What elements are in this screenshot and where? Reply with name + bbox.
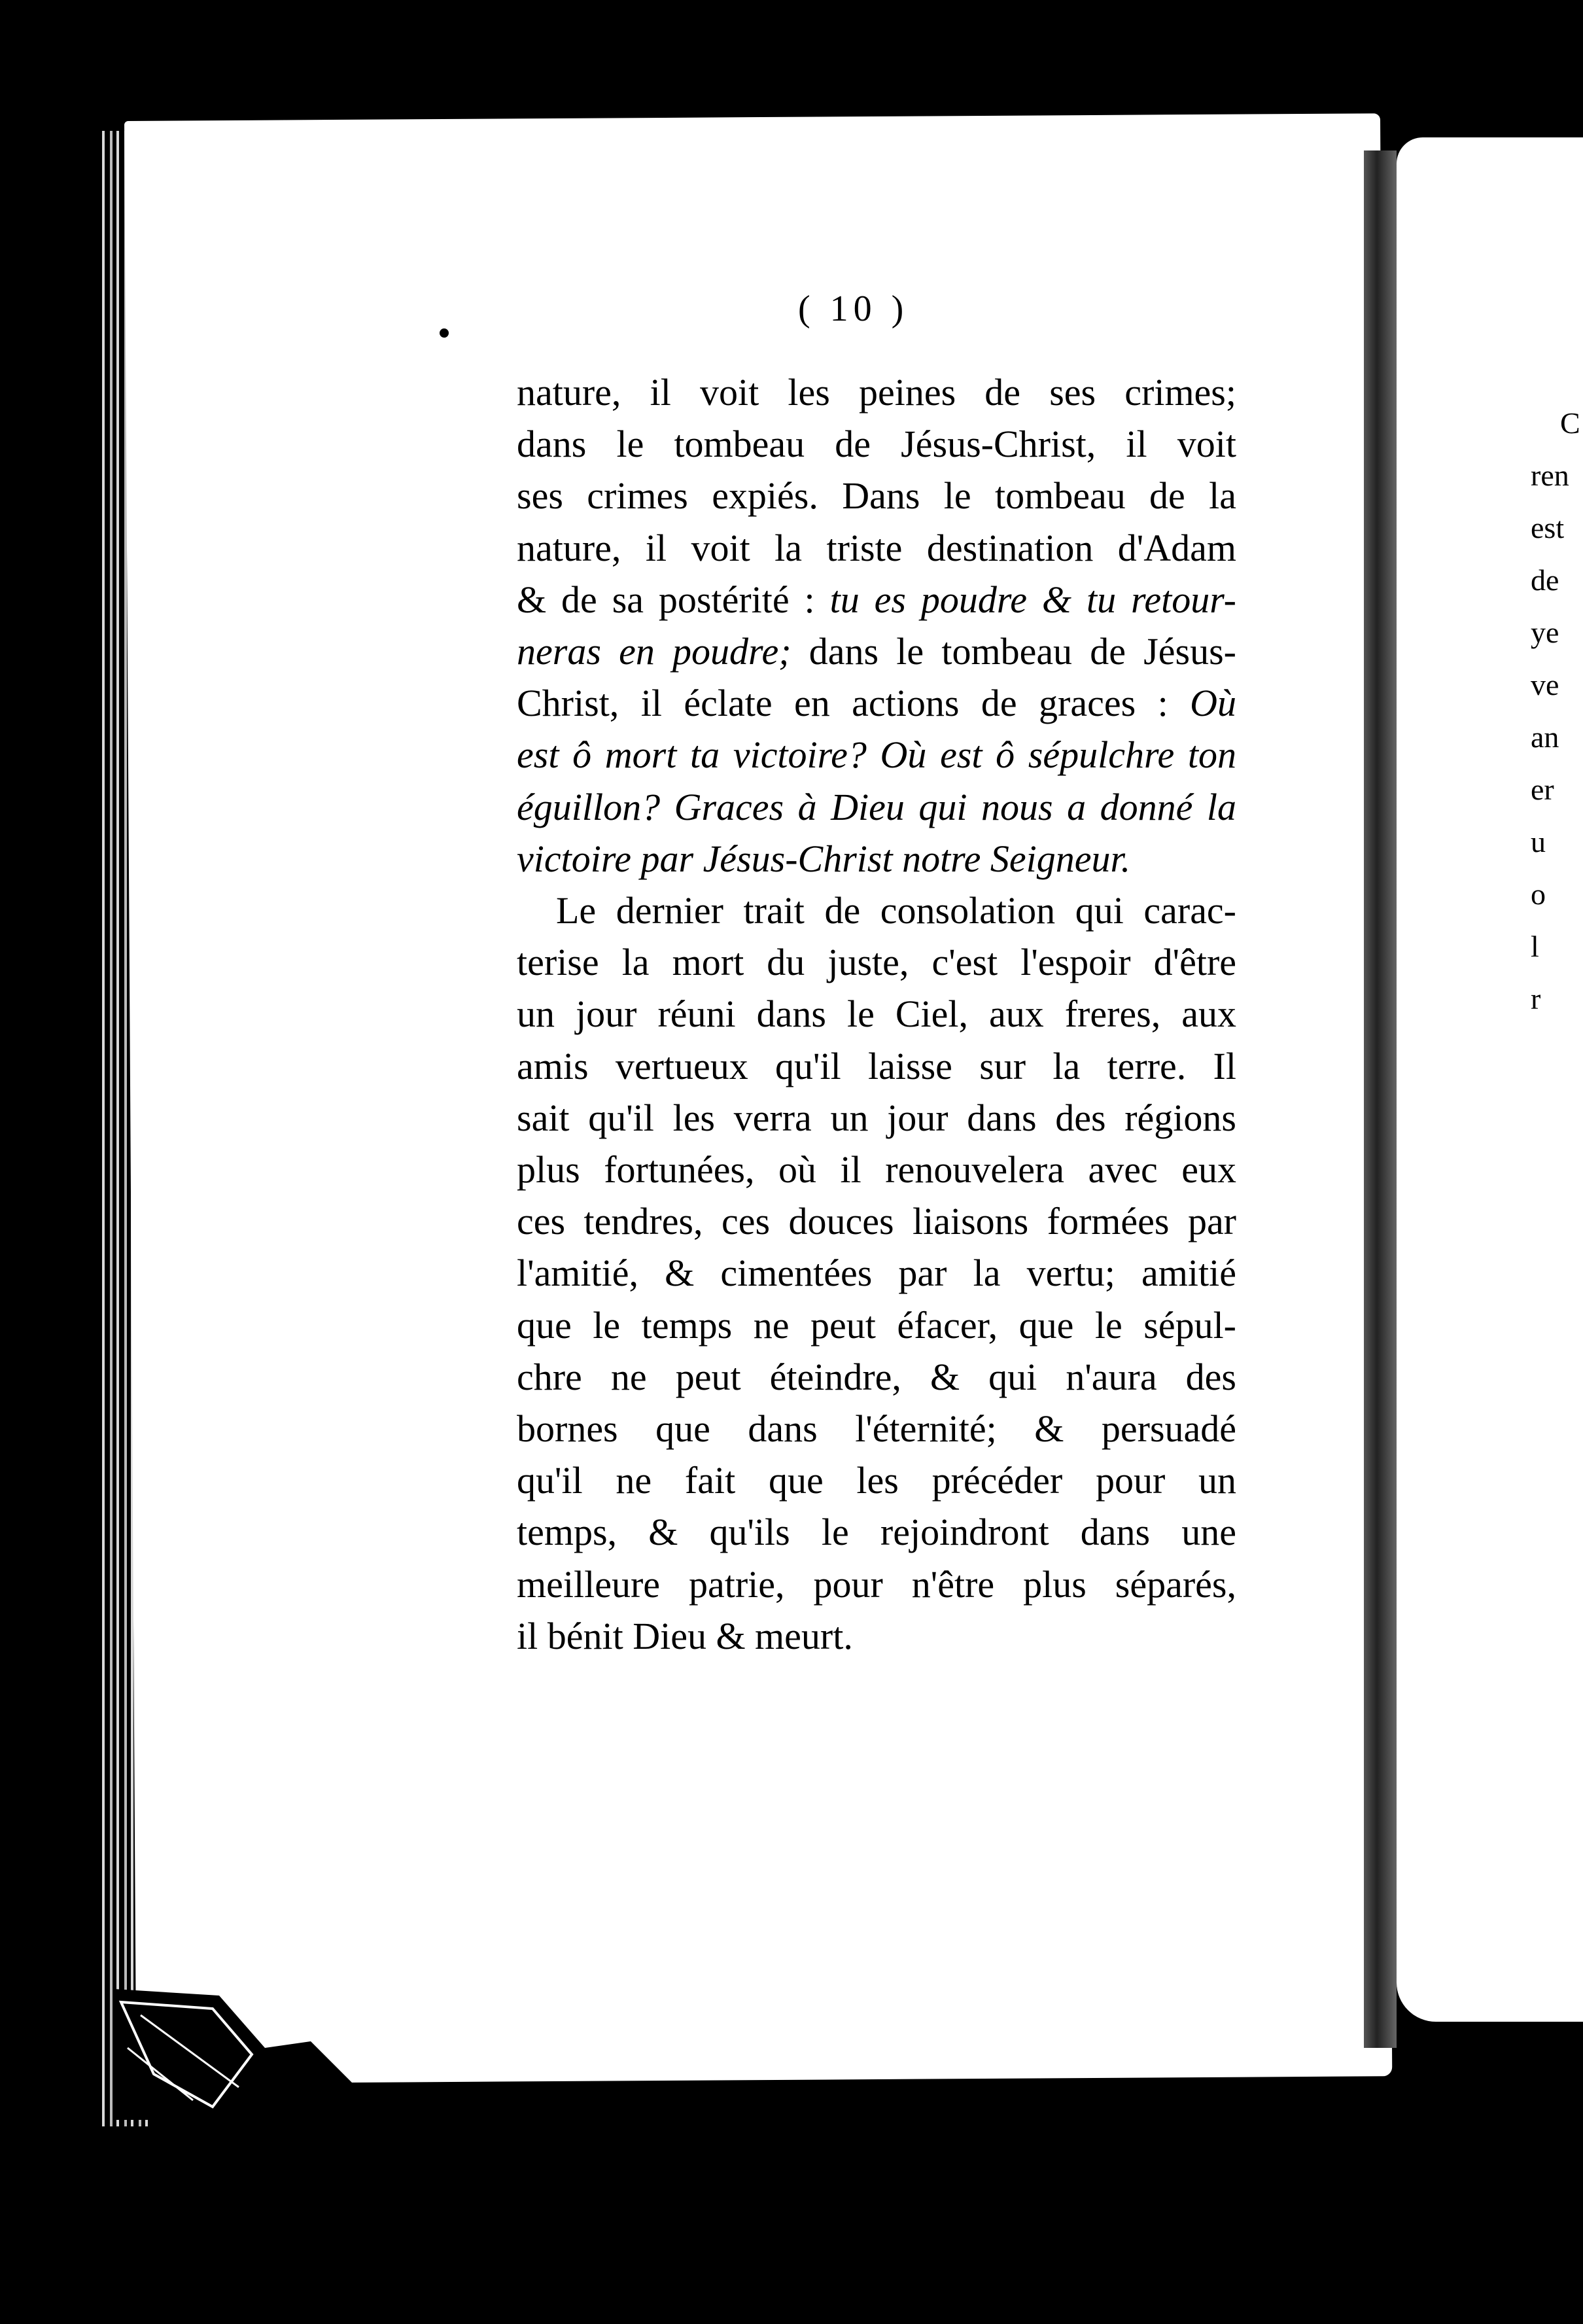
- text-line-main: meilleure patrie, pour n'être plus séparés,: [517, 1562, 1236, 1606]
- text-line: [517, 781, 1236, 833]
- text-line-main: dans le tombeau de Jésus-Christ, il voit: [517, 423, 1236, 466]
- text-line: [517, 1299, 1236, 1351]
- text-line: [517, 1195, 1236, 1247]
- text-line-main: bornes que dans l'éternité; & persuadé: [517, 1407, 1236, 1451]
- torn-corner: [114, 1989, 389, 2120]
- facing-page-fragment: C: [1560, 406, 1580, 440]
- text-line-main: Le dernier trait de consolation qui carac-: [556, 889, 1236, 932]
- text-line: [517, 1351, 1236, 1403]
- text-line: [517, 1092, 1236, 1144]
- text-line: [517, 366, 1236, 418]
- text-line-main: nature, il voit la triste destination d'Adam: [517, 526, 1236, 569]
- text-line-main: ses crimes expiés. Dans le tombeau de la: [517, 474, 1236, 518]
- text-line: [517, 470, 1236, 521]
- ink-speck: [440, 328, 449, 338]
- text-line: [517, 1506, 1236, 1558]
- facing-page-fragment: de: [1531, 563, 1559, 597]
- text-line: [517, 574, 1236, 625]
- text-line-italic-part: Où: [1190, 682, 1236, 725]
- text-line-main: est ô mort ta victoire? Où est ô sépulchre ton: [517, 733, 1236, 777]
- text-line-main: qu'il ne fait que les précéder pour un: [517, 1459, 1236, 1502]
- text-line: [517, 418, 1236, 470]
- text-line-main: nature, il voit les peines de ses crimes;: [517, 371, 1236, 414]
- text-line: [517, 1610, 1236, 1662]
- text-line: [517, 625, 1236, 677]
- text-line-main: il bénit Dieu & meurt.: [517, 1614, 853, 1657]
- text-line: [517, 1454, 1236, 1506]
- facing-page-fragment: est: [1531, 511, 1565, 544]
- facing-page-fragment: ye: [1531, 616, 1559, 649]
- facing-page-fragment: ren: [1531, 459, 1569, 492]
- body-text: [517, 366, 1236, 1662]
- text-line-main: & de sa postérité :: [517, 578, 815, 621]
- text-line-main: que le temps ne peut éfacer, que le sépul-: [517, 1303, 1236, 1347]
- facing-page-fragment: o: [1531, 877, 1546, 911]
- page-gutter: [1364, 150, 1397, 2048]
- facing-page-fragment: ve: [1531, 668, 1559, 701]
- text-line-main: l'amitié, & cimentées par la vertu; amitié: [517, 1252, 1236, 1295]
- text-line: [517, 1403, 1236, 1454]
- text-line-roman-part: dans le tombeau de Jésus-: [809, 630, 1236, 673]
- text-line: [517, 988, 1236, 1040]
- page-number-header: ( 10 ): [798, 289, 909, 329]
- text-line: [517, 522, 1236, 574]
- text-line: [517, 885, 1236, 936]
- text-line: [517, 1144, 1236, 1195]
- text-line: [517, 729, 1236, 781]
- text-line-main: ces tendres, ces douces liaisons formées par: [517, 1200, 1236, 1243]
- text-line-main: terise la mort du juste, c'est l'espoir d'être: [517, 941, 1236, 984]
- text-line: [517, 1247, 1236, 1299]
- text-line: [517, 833, 1236, 885]
- facing-page-fragment: er: [1531, 773, 1554, 806]
- text-line-main: amis vertueux qu'il laisse sur la terre. Il: [517, 1044, 1236, 1087]
- text-line-main: sait qu'il les verra un jour dans des régions: [517, 1096, 1236, 1139]
- text-line-main: temps, & qu'ils le rejoindront dans une: [517, 1511, 1236, 1554]
- facing-page-fragment: l: [1531, 930, 1539, 963]
- facing-page-fragment: r: [1531, 982, 1541, 1015]
- text-line-main: éguillon? Graces à Dieu qui nous a donné la: [517, 785, 1236, 828]
- text-line: [517, 1040, 1236, 1092]
- text-line: [517, 677, 1236, 729]
- text-line: [517, 936, 1236, 988]
- facing-page-fragment: u: [1531, 825, 1546, 858]
- text-line-main: un jour réuni dans le Ciel, aux freres, aux: [517, 993, 1236, 1036]
- facing-page-fragment: an: [1531, 720, 1559, 754]
- text-line: [517, 1558, 1236, 1610]
- text-line-italic-part: tu es poudre & tu retour-: [829, 578, 1236, 621]
- text-line-main: Christ, il éclate en actions de graces :: [517, 682, 1168, 725]
- facing-page: [1397, 137, 1583, 2022]
- text-line-main: chre ne peut éteindre, & qui n'aura des: [517, 1355, 1236, 1398]
- text-line-main: plus fortunées, où il renouvelera avec eux: [517, 1148, 1236, 1191]
- text-line-main: neras en poudre;: [517, 630, 792, 673]
- text-line-main: victoire par Jésus-Christ notre Seigneur.: [517, 837, 1131, 880]
